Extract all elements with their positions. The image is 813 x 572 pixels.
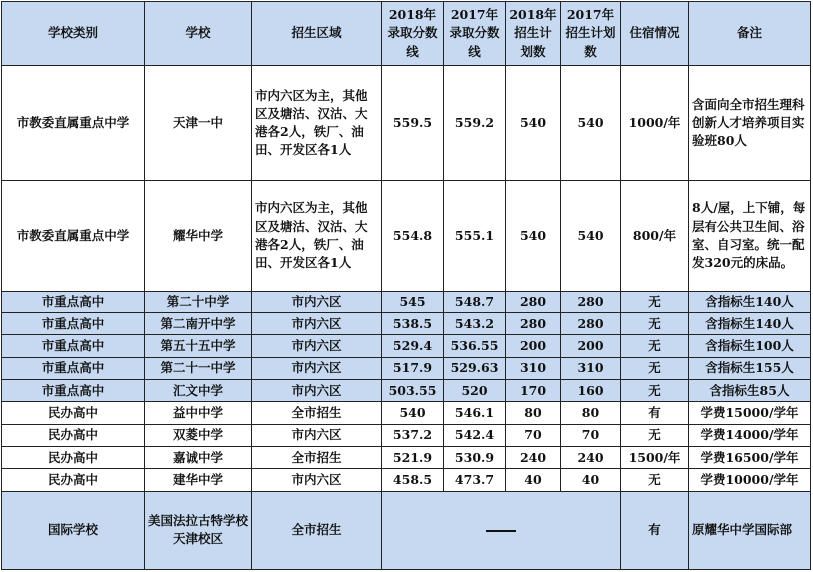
table-row	[2, 469, 811, 491]
table-row	[2, 335, 811, 357]
header-lodging: 住宿情况	[621, 2, 689, 66]
table-row	[2, 491, 811, 569]
cell-lodging: 无	[621, 312, 689, 334]
cell-school: 耀华中学	[145, 180, 252, 291]
table-row	[2, 180, 811, 291]
dash-mark	[486, 530, 516, 532]
cell-plan-2018: 170	[506, 379, 561, 401]
cell-category: 民办高中	[2, 424, 145, 446]
cell-score-2017: 520	[444, 379, 506, 401]
cell-lodging: 无	[621, 379, 689, 401]
cell-note: 学费15000/学年	[689, 402, 811, 424]
cell-area: 全市招生	[252, 402, 382, 424]
cell-school: 第五十五中学	[145, 335, 252, 357]
cell-score-2018: 521.9	[382, 446, 444, 468]
cell-plan-2018: 240	[506, 446, 561, 468]
cell-category: 市重点高中	[2, 291, 145, 312]
header-note: 备注	[689, 2, 811, 66]
cell-area: 市内六区	[252, 357, 382, 379]
cell-note: 含指标生140人	[689, 312, 811, 334]
cell-plan-2018: 200	[506, 335, 561, 357]
cell-lodging: 无	[621, 291, 689, 312]
cell-school: 第二十中学	[145, 291, 252, 312]
cell-school: 益中中学	[145, 402, 252, 424]
cell-score-2017: 530.9	[444, 446, 506, 468]
cell-school: 建华中学	[145, 469, 252, 491]
cell-plan-2017: 80	[561, 402, 621, 424]
cell-area: 市内六区	[252, 424, 382, 446]
cell-category: 市重点高中	[2, 312, 145, 334]
cell-score-2018: 458.5	[382, 469, 444, 491]
cell-score-2018: 517.9	[382, 357, 444, 379]
cell-lodging: 有	[621, 402, 689, 424]
cell-lodging: 无	[621, 335, 689, 357]
cell-score-2017: 536.55	[444, 335, 506, 357]
table-row	[2, 66, 811, 181]
cell-area: 市内六区为主，其他区及塘沽、汉沽、大港各2人，铁厂、油田、开发区各1人	[252, 66, 382, 181]
header-row	[2, 2, 811, 66]
header-score-2018: 2018年录取分数线	[382, 2, 444, 66]
table-row	[2, 357, 811, 379]
header-plan-2018: 2018年招生计划数	[506, 2, 561, 66]
cell-score-2017: 543.2	[444, 312, 506, 334]
cell-plan-2017: 70	[561, 424, 621, 446]
header-score-2017: 2017年录取分数线	[444, 2, 506, 66]
cell-school: 天津一中	[145, 66, 252, 181]
cell-plan-2018: 70	[506, 424, 561, 446]
cell-area: 全市招生	[252, 446, 382, 468]
cell-note: 含指标生100人	[689, 335, 811, 357]
cell-lodging: 无	[621, 469, 689, 491]
cell-plan-2018: 280	[506, 291, 561, 312]
cell-lodging: 1000/年	[621, 66, 689, 181]
cell-area: 市内六区	[252, 469, 382, 491]
cell-plan-2017: 280	[561, 291, 621, 312]
cell-plan-2018: 540	[506, 180, 561, 291]
cell-plan-2017: 540	[561, 66, 621, 181]
cell-area: 市内六区为主，其他区及塘沽、汉沽、大港各2人，铁厂、油田、开发区各1人	[252, 180, 382, 291]
cell-note: 含指标生155人	[689, 357, 811, 379]
cell-category: 市重点高中	[2, 335, 145, 357]
cell-score-2018: 545	[382, 291, 444, 312]
cell-note: 含面向全市招生理科创新人才培养项目实验班80人	[689, 66, 811, 181]
cell-category: 市重点高中	[2, 357, 145, 379]
cell-score-2018: 559.5	[382, 66, 444, 181]
cell-score-2017: 473.7	[444, 469, 506, 491]
table-row	[2, 379, 811, 401]
cell-category: 市重点高中	[2, 379, 145, 401]
cell-category: 市教委直属重点中学	[2, 66, 145, 181]
cell-area: 市内六区	[252, 291, 382, 312]
cell-score-2018: 529.4	[382, 335, 444, 357]
cell-plan-2017: 240	[561, 446, 621, 468]
cell-score-2017: 529.63	[444, 357, 506, 379]
cell-school: 汇文中学	[145, 379, 252, 401]
cell-note: 原耀华中学国际部	[689, 491, 811, 569]
cell-plan-2018: 310	[506, 357, 561, 379]
cell-plan-2017: 40	[561, 469, 621, 491]
cell-school: 双菱中学	[145, 424, 252, 446]
table-body	[2, 66, 811, 570]
cell-area: 全市招生	[252, 491, 382, 569]
cell-category: 民办高中	[2, 402, 145, 424]
table-row	[2, 312, 811, 334]
cell-school: 第二南开中学	[145, 312, 252, 334]
cell-note: 含指标生85人	[689, 379, 811, 401]
cell-lodging: 800/年	[621, 180, 689, 291]
cell-plan-2017: 200	[561, 335, 621, 357]
cell-score-2018: 503.55	[382, 379, 444, 401]
cell-lodging: 无	[621, 424, 689, 446]
header-area: 招生区域	[252, 2, 382, 66]
cell-score-2017: 548.7	[444, 291, 506, 312]
cell-note: 学费14000/学年	[689, 424, 811, 446]
header-school: 学校	[145, 2, 252, 66]
cell-area: 市内六区	[252, 335, 382, 357]
cell-plan-2017: 540	[561, 180, 621, 291]
table-row	[2, 291, 811, 312]
cell-plan-2018: 80	[506, 402, 561, 424]
cell-school: 嘉诚中学	[145, 446, 252, 468]
cell-scores-merged	[382, 491, 621, 569]
cell-score-2018: 538.5	[382, 312, 444, 334]
cell-category: 国际学校	[2, 491, 145, 569]
cell-score-2017: 559.2	[444, 66, 506, 181]
cell-plan-2018: 40	[506, 469, 561, 491]
cell-lodging: 有	[621, 491, 689, 569]
cell-score-2017: 546.1	[444, 402, 506, 424]
cell-lodging: 1500/年	[621, 446, 689, 468]
table-row	[2, 424, 811, 446]
cell-category: 市教委直属重点中学	[2, 180, 145, 291]
cell-area: 市内六区	[252, 379, 382, 401]
cell-plan-2017: 160	[561, 379, 621, 401]
cell-note: 8人/屋，上下铺，每层有公共卫生间、浴室、自习室。统一配发320元的床品。	[689, 180, 811, 291]
header-plan-2017: 2017年招生计划数	[561, 2, 621, 66]
cell-score-2017: 542.4	[444, 424, 506, 446]
admission-table	[1, 1, 811, 570]
cell-lodging: 无	[621, 357, 689, 379]
cell-note: 含指标生140人	[689, 291, 811, 312]
cell-score-2018: 540	[382, 402, 444, 424]
cell-score-2018: 554.8	[382, 180, 444, 291]
table-row	[2, 402, 811, 424]
cell-note: 学费10000/学年	[689, 469, 811, 491]
cell-plan-2017: 280	[561, 312, 621, 334]
cell-area: 市内六区	[252, 312, 382, 334]
header-category: 学校类别	[2, 2, 145, 66]
cell-plan-2018: 540	[506, 66, 561, 181]
cell-category: 民办高中	[2, 469, 145, 491]
cell-plan-2017: 310	[561, 357, 621, 379]
cell-note: 学费16500/学年	[689, 446, 811, 468]
cell-score-2017: 555.1	[444, 180, 506, 291]
cell-school: 美国法拉古特学校天津校区	[145, 491, 252, 569]
cell-category: 民办高中	[2, 446, 145, 468]
table-row	[2, 446, 811, 468]
cell-score-2018: 537.2	[382, 424, 444, 446]
cell-school: 第二十一中学	[145, 357, 252, 379]
cell-plan-2018: 280	[506, 312, 561, 334]
